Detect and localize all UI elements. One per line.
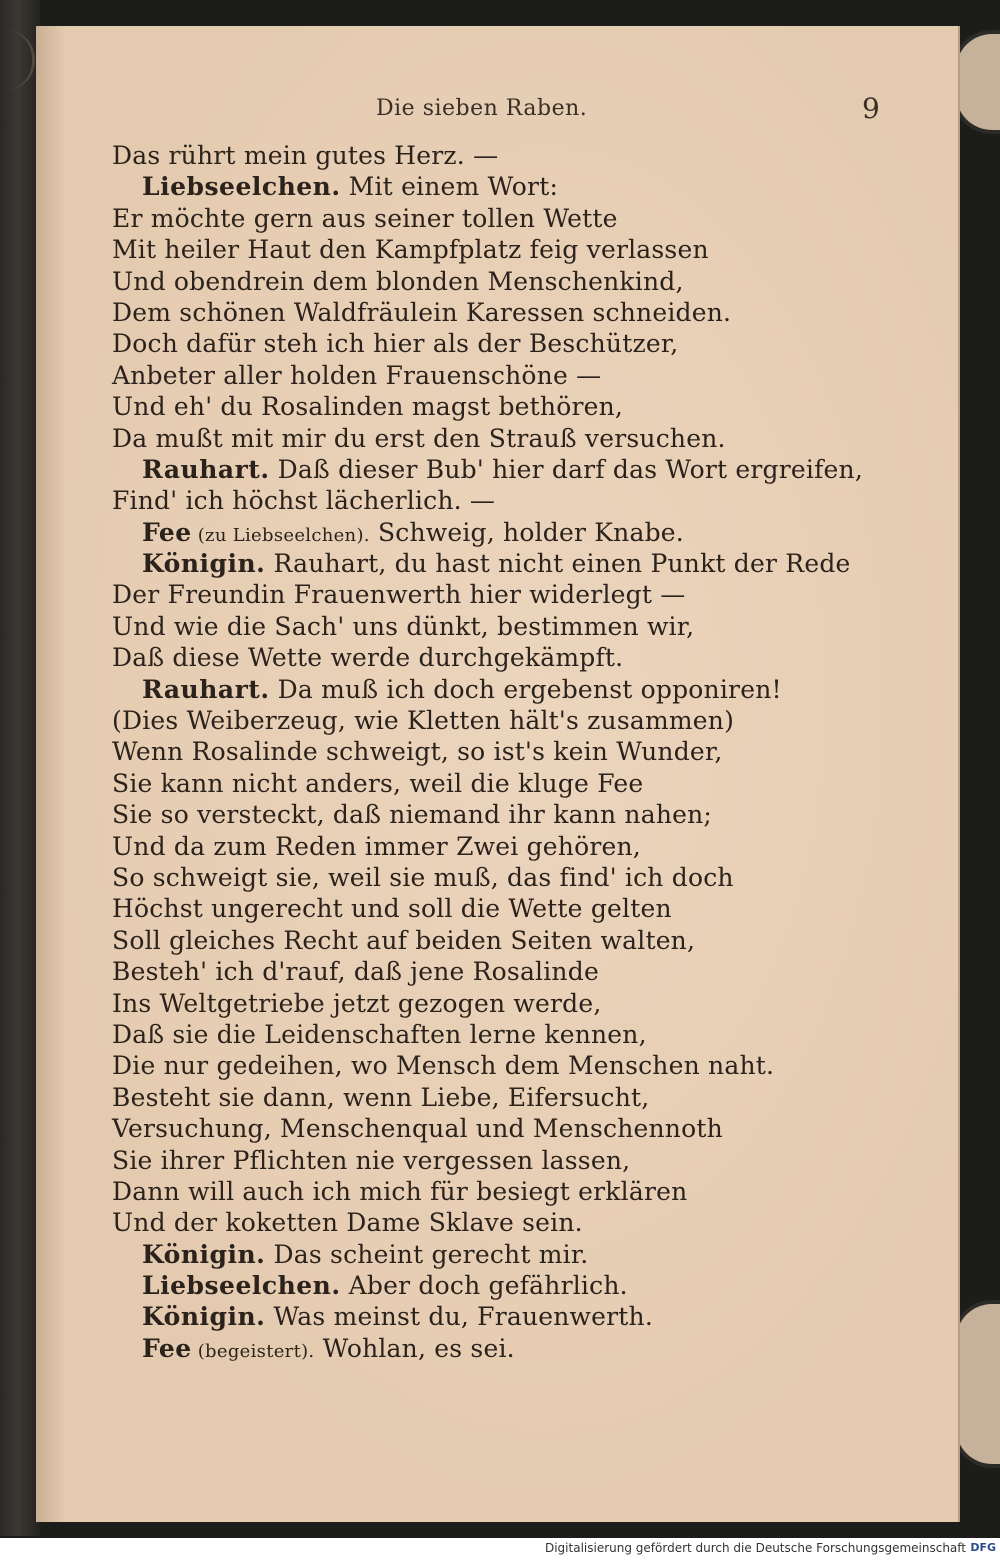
dfg-logo: DFG: [970, 1541, 996, 1554]
line-text: Höchst ungerecht und soll die Wette gelten: [112, 894, 672, 924]
left-book-board: [0, 0, 40, 1536]
line-text: Daß diese Wette werde durchgekämpft.: [112, 643, 624, 673]
line-text: Der Freundin Frauenwerth hier widerlegt —: [112, 580, 686, 610]
line-text: Und eh' du Rosalinden magst bethören,: [112, 392, 624, 422]
speaker-name: Fee: [142, 517, 192, 547]
dialogue-line: [112, 705, 932, 736]
line-text: Find' ich höchst lächerlich. —: [112, 486, 496, 516]
right-clip-top: [952, 30, 1000, 134]
line-text: Da mußt mit mir du erst den Strauß versuchen.: [112, 423, 726, 453]
dialogue-line-speaker: [112, 674, 932, 705]
play-text: [112, 140, 932, 1364]
dialogue-line: [112, 611, 932, 642]
board-edge-mark: [6, 30, 35, 90]
speaker-name: Liebseelchen.: [142, 172, 341, 202]
dialogue-line: [112, 956, 932, 987]
page-header: [36, 92, 958, 132]
line-text: Und wie die Sach' uns dünkt, bestimmen wir,: [112, 611, 695, 641]
line-text: Doch dafür steh ich hier als der Beschützer,: [112, 329, 679, 359]
dialogue-line: [112, 925, 932, 956]
line-text: Da muß ich doch ergebenst opponiren!: [269, 674, 782, 704]
speaker-name: Liebseelchen.: [142, 1271, 341, 1301]
line-text: Dem schönen Waldfräulein Karessen schneiden.: [112, 297, 732, 327]
line-text: Die nur gedeihen, wo Mensch dem Menschen naht.: [112, 1051, 775, 1081]
dialogue-line: [112, 266, 932, 297]
dialogue-line: [112, 736, 932, 767]
line-text: Dann will auch ich mich für besiegt erklären: [112, 1176, 688, 1206]
line-text: Und da zum Reden immer Zwei gehören,: [112, 831, 641, 861]
dialogue-line: [112, 988, 932, 1019]
line-text: Mit einem Wort:: [340, 172, 559, 202]
line-text: Und der koketten Dame Sklave sein.: [112, 1208, 583, 1238]
speaker-name: Königin.: [142, 1302, 266, 1332]
line-text: Sie ihrer Pflichten nie vergessen lassen,: [112, 1145, 631, 1175]
dialogue-line: [112, 893, 932, 924]
line-text: So schweigt sie, weil sie muß, das find' ich doch: [112, 862, 734, 892]
line-text: Mit heiler Haut den Kampfplatz feig verlassen: [112, 235, 709, 265]
dialogue-line-speaker: [112, 1301, 932, 1332]
dialogue-line: [112, 1176, 932, 1207]
speaker-name: Königin.: [142, 549, 266, 579]
right-clip-bottom: [952, 1300, 1000, 1468]
stage-direction: (zu Liebseelchen).: [191, 524, 370, 546]
line-text: Sie kann nicht anders, weil die kluge Fee: [112, 768, 644, 798]
line-text: Das scheint gerecht mir.: [265, 1239, 589, 1269]
dialogue-line-speaker: [112, 171, 932, 202]
line-text: Besteht sie dann, wenn Liebe, Eifersucht,: [112, 1082, 650, 1112]
dialogue-line: [112, 1082, 932, 1113]
speaker-name: Rauhart.: [142, 454, 270, 484]
line-text: Was meinst du, Frauenwerth.: [265, 1302, 653, 1332]
line-text: Anbeter aller holden Frauenschöne —: [112, 360, 602, 390]
dialogue-line: [112, 642, 932, 673]
line-text: (Dies Weiberzeug, wie Kletten hält's zusammen): [112, 706, 735, 736]
dialogue-line: [112, 234, 932, 265]
line-text: Sie so versteckt, daß niemand ihr kann nahen;: [112, 800, 713, 830]
dialogue-line-speaker: [112, 1270, 932, 1301]
digitization-footer: [0, 1538, 1000, 1561]
line-text: Versuchung, Menschenqual und Menschennoth: [112, 1114, 723, 1144]
dialogue-line-speaker: [112, 548, 932, 579]
dialogue-line: [112, 1050, 932, 1081]
dialogue-line: [112, 579, 932, 610]
dialogue-line: [112, 1207, 932, 1238]
dialogue-line-speaker: [112, 517, 932, 548]
dialogue-line: [112, 1019, 932, 1050]
line-text: Wenn Rosalinde schweigt, so ist's kein Wunder,: [112, 737, 723, 767]
running-title: Die sieben Raben.: [376, 96, 588, 121]
line-text: Rauhart, du hast nicht einen Punkt der Rede: [265, 549, 851, 579]
line-text: Daß dieser Bub' hier darf das Wort ergreifen,: [269, 454, 863, 484]
dialogue-line: [112, 391, 932, 422]
line-text: Das rührt mein gutes Herz. —: [112, 141, 499, 170]
stage-direction: (begeistert).: [191, 1340, 315, 1362]
dialogue-line: [112, 203, 932, 234]
dialogue-line: [112, 1145, 932, 1176]
book-page: [36, 26, 958, 1522]
dialogue-line: [112, 799, 932, 830]
line-text: Ins Weltgetriebe jetzt gezogen werde,: [112, 988, 602, 1018]
speaker-name: Rauhart.: [142, 674, 270, 704]
line-text: Er möchte gern aus seiner tollen Wette: [112, 203, 618, 233]
line-text: Aber doch gefährlich.: [340, 1271, 628, 1301]
line-text: Und obendrein dem blonden Menschenkind,: [112, 266, 684, 296]
dialogue-line: [112, 360, 932, 391]
line-text: Soll gleiches Recht auf beiden Seiten walten,: [112, 925, 696, 955]
speaker-name: Königin.: [142, 1239, 266, 1269]
funding-credit: Digitalisierung gefördert durch die Deutsche Forschungsgemeinschaft: [544, 1541, 966, 1555]
dialogue-line: [112, 140, 932, 171]
line-text: Schweig, holder Knabe.: [369, 517, 684, 547]
dialogue-line: [112, 423, 932, 454]
line-text: Daß sie die Leidenschaften lerne kennen,: [112, 1019, 647, 1049]
line-text: Wohlan, es sei.: [314, 1333, 515, 1363]
page-number: 9: [862, 92, 880, 125]
dialogue-line-speaker: [112, 1239, 932, 1270]
dialogue-line-speaker: [112, 454, 932, 485]
dialogue-line: [112, 862, 932, 893]
dialogue-line: [112, 1113, 932, 1144]
dialogue-line-speaker: [112, 1333, 932, 1364]
dialogue-line: [112, 328, 932, 359]
line-text: Besteh' ich d'rauf, daß jene Rosalinde: [112, 957, 599, 987]
dialogue-line: [112, 768, 932, 799]
dialogue-line: [112, 831, 932, 862]
speaker-name: Fee: [142, 1333, 192, 1363]
dialogue-line: [112, 485, 932, 516]
dialogue-line: [112, 297, 932, 328]
